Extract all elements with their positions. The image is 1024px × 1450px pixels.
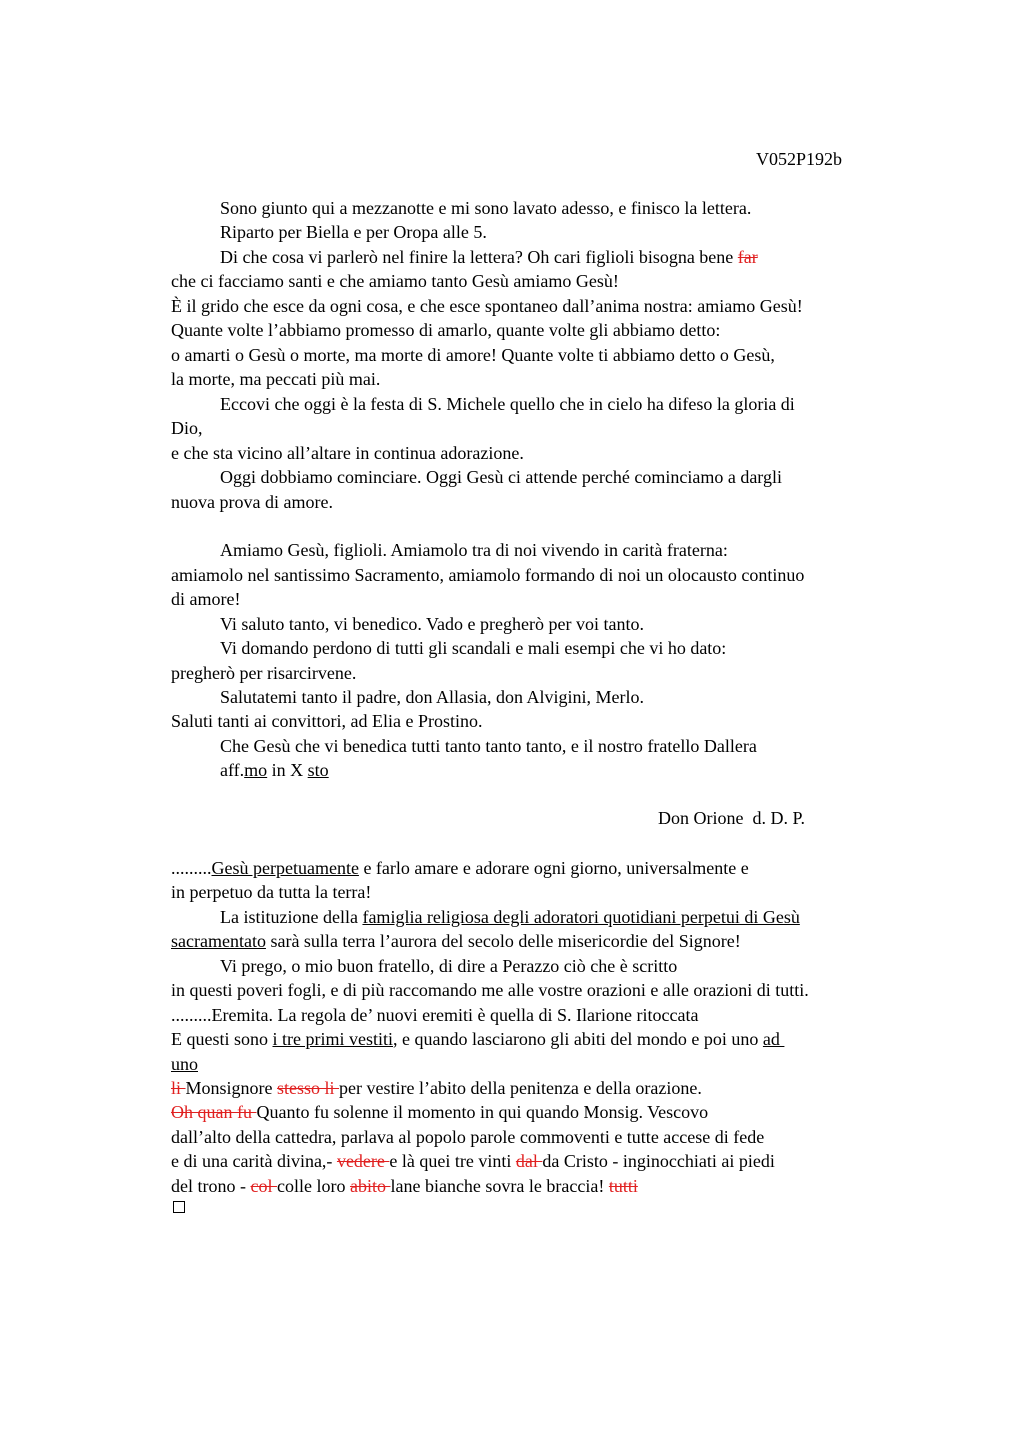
text-line: amiamolo nel santissimo Sacramento, amiamolo formando di noi un olocausto continuo bbox=[171, 565, 805, 585]
text-run: Monsignore bbox=[185, 1078, 278, 1098]
text-line bbox=[171, 1174, 638, 1198]
text-line: Vi prego, o mio buon fratello, di dire a Perazzo ciò che è scritto bbox=[220, 956, 678, 976]
deleted-text: tutti bbox=[608, 1176, 638, 1196]
signature: Don Orione d. D. P. bbox=[658, 808, 805, 828]
text-line: Oggi dobbiamo cominciare. Oggi Gesù ci attende perché cominciamo a dargli bbox=[220, 467, 782, 487]
text-run: da Cristo - inginocchiati ai piedi bbox=[542, 1151, 775, 1171]
text-line: pregherò per risarcirvene. bbox=[171, 663, 357, 683]
deleted-text: dal bbox=[515, 1151, 543, 1171]
text-run: sarà sulla terra l’aurora del secolo delle misericordie del Signore! bbox=[265, 931, 741, 951]
text-run: in X bbox=[267, 760, 308, 780]
text-line: Quante volte l’abbiamo promesso di amarlo, quante volte gli abbiamo detto: bbox=[171, 320, 721, 340]
text-line bbox=[171, 929, 741, 953]
deleted-text: stesso li bbox=[277, 1078, 340, 1098]
text-line: la morte, ma peccati più mai. bbox=[171, 369, 381, 389]
text-line bbox=[171, 1052, 198, 1076]
text-line bbox=[171, 1100, 708, 1124]
deleted-text: col bbox=[250, 1176, 277, 1196]
closing-line bbox=[220, 758, 329, 782]
text-line: Salutatemi tanto il padre, don Allasia, don Alvigini, Merlo. bbox=[220, 687, 644, 707]
underlined-text: ad bbox=[762, 1029, 785, 1049]
text-line bbox=[171, 1076, 702, 1100]
text-line: di amore! bbox=[171, 589, 241, 609]
text-run: ......... bbox=[171, 858, 212, 878]
underlined-text: sacramentato bbox=[171, 931, 266, 951]
underlined-text: i tre primi vestiti bbox=[272, 1029, 393, 1049]
deleted-text: Oh quan fu bbox=[171, 1102, 257, 1122]
text-run: per vestire l’abito della penitenza e della orazione. bbox=[339, 1078, 702, 1098]
text-run: Di che cosa vi parlerò nel finire la lettera? Oh cari figlioli bisogna bene bbox=[220, 247, 738, 267]
text-line: dall’alto della cattedra, parlava al popolo parole commoventi e tutte accese di fede bbox=[171, 1127, 765, 1147]
text-run: del trono - bbox=[171, 1176, 251, 1196]
text-run: E questi sono bbox=[171, 1029, 273, 1049]
text-run: Quanto fu solenne il momento in qui quando Monsig. Vescovo bbox=[256, 1102, 709, 1122]
deleted-text: li bbox=[171, 1078, 186, 1098]
text-run: lane bianche sovra le braccia! bbox=[390, 1176, 609, 1196]
text-line: Sono giunto qui a mezzanotte e mi sono lavato adesso, e finisco la lettera. bbox=[220, 198, 752, 218]
underlined-text: sto bbox=[307, 760, 329, 780]
text-line bbox=[171, 1149, 775, 1173]
deleted-text: vedere bbox=[336, 1151, 390, 1171]
text-line: e che sta vicino all’altare in continua adorazione. bbox=[171, 443, 524, 463]
text-line: Riparto per Biella e per Oropa alle 5. bbox=[220, 222, 487, 242]
text-line: Vi saluto tanto, vi benedico. Vado e pregherò per voi tanto. bbox=[220, 614, 644, 634]
text-line: o amarti o Gesù o morte, ma morte di amore! Quante volte ti abbiamo detto o Gesù, bbox=[171, 345, 775, 365]
text-line: Saluti tanti ai convittori, ad Elia e Prostino. bbox=[171, 711, 483, 731]
underlined-text: famiglia religiosa degli adoratori quotidiani perpetui di Gesù bbox=[362, 907, 800, 927]
text-line: Che Gesù che vi benedica tutti tanto tanto tanto, e il nostro fratello Dallera bbox=[220, 736, 757, 756]
text-line: Eccovi che oggi è la festa di S. Michele quello che in cielo ha difeso la gloria di bbox=[220, 394, 795, 414]
text-run: colle loro bbox=[276, 1176, 350, 1196]
text-run: e farlo amare e adorare ogni giorno, universalmente e bbox=[358, 858, 749, 878]
document-reference-code: V052P192b bbox=[756, 149, 843, 169]
underlined-text: uno bbox=[171, 1054, 198, 1074]
checkbox-square-icon bbox=[173, 1201, 185, 1213]
text-line: .........Eremita. La regola de’ nuovi eremiti è quella di S. Ilarione ritoccata bbox=[171, 1005, 699, 1025]
text-line: nuova prova di amore. bbox=[171, 492, 333, 512]
text-run: e di una carità divina,- bbox=[171, 1151, 337, 1171]
text-line bbox=[220, 245, 758, 269]
deleted-text: far bbox=[737, 247, 758, 267]
text-line: Amiamo Gesù, figlioli. Amiamolo tra di noi vivendo in carità fraterna: bbox=[220, 540, 728, 560]
text-line bbox=[171, 1027, 784, 1051]
text-line: Vi domando perdono di tutti gli scandali e mali esempi che vi ho dato: bbox=[220, 638, 727, 658]
text-line bbox=[171, 856, 749, 880]
text-line: Dio, bbox=[171, 418, 203, 438]
underlined-text: mo bbox=[244, 760, 268, 780]
text-line bbox=[220, 905, 800, 929]
text-line: in questi poveri fogli, e di più raccomando me alle vostre orazioni e alle orazioni di tutti. bbox=[171, 980, 809, 1000]
text-run: , e quando lasciarono gli abiti del mondo e poi uno bbox=[392, 1029, 763, 1049]
underlined-text: Gesù perpetuamente bbox=[211, 858, 359, 878]
text-line: È il grido che esce da ogni cosa, e che esce spontaneo dall’anima nostra: amiamo Gesù! bbox=[171, 296, 803, 316]
deleted-text: abito bbox=[349, 1176, 391, 1196]
text-line: in perpetuo da tutta la terra! bbox=[171, 882, 372, 902]
text-run: aff. bbox=[220, 760, 245, 780]
text-run: La istituzione della bbox=[220, 907, 363, 927]
text-run: e là quei tre vinti bbox=[389, 1151, 516, 1171]
text-line: che ci facciamo santi e che amiamo tanto Gesù amiamo Gesù! bbox=[171, 271, 619, 291]
